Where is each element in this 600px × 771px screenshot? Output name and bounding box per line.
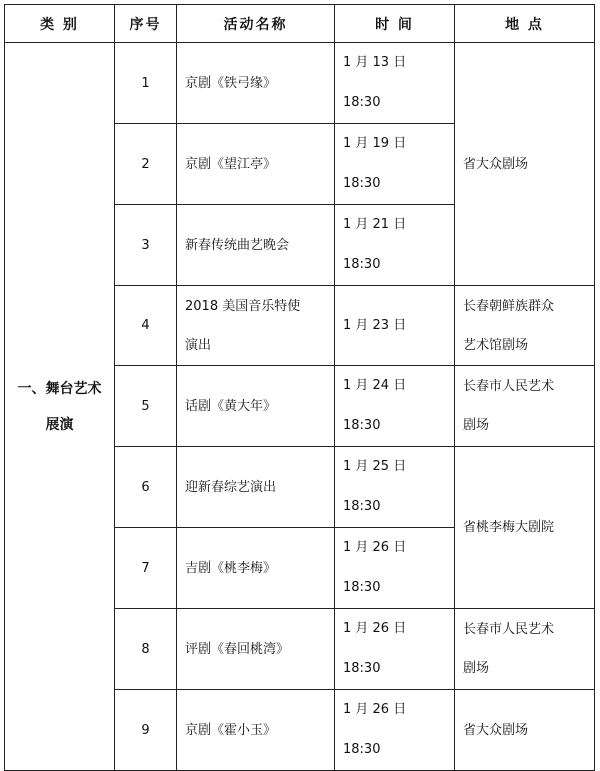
row-index: 8	[115, 609, 177, 690]
table-row	[5, 43, 595, 124]
header-index: 序号	[115, 5, 177, 43]
row-index: 1	[115, 43, 177, 124]
activity-time: 1 月 21 日 18:30	[335, 205, 455, 286]
row-index: 4	[115, 286, 177, 366]
activity-name: 吉剧《桃李梅》	[177, 528, 335, 609]
activity-time: 1 月 26 日 18:30	[335, 690, 455, 771]
header-category: 类 别	[5, 5, 115, 43]
activity-time: 1 月 23 日	[335, 286, 455, 366]
location-cell: 长春市人民艺术 剧场	[455, 366, 595, 447]
header-time: 时 间	[335, 5, 455, 43]
activity-name: 迎新春综艺演出	[177, 447, 335, 528]
row-index: 9	[115, 690, 177, 771]
location-cell: 长春市人民艺术 剧场	[455, 609, 595, 690]
header-row	[5, 5, 595, 43]
row-index: 7	[115, 528, 177, 609]
activity-time: 1 月 26 日 18:30	[335, 609, 455, 690]
location-cell: 省大众剧场	[455, 43, 595, 286]
header-location: 地 点	[455, 5, 595, 43]
row-index: 2	[115, 124, 177, 205]
category-line-1: 一、舞台艺术	[17, 380, 102, 397]
row-index: 3	[115, 205, 177, 286]
location-cell: 省大众剧场	[455, 690, 595, 771]
location-cell: 省桃李梅大剧院	[455, 447, 595, 609]
activity-name: 新春传统曲艺晚会	[177, 205, 335, 286]
activity-name: 话剧《黄大年》	[177, 366, 335, 447]
activity-name: 京剧《望江亭》	[177, 124, 335, 205]
activity-time: 1 月 24 日 18:30	[335, 366, 455, 447]
category-line-2: 展演	[45, 416, 74, 433]
row-index: 6	[115, 447, 177, 528]
activity-name: 京剧《霍小玉》	[177, 690, 335, 771]
activity-time: 1 月 19 日 18:30	[335, 124, 455, 205]
activity-time: 1 月 25 日 18:30	[335, 447, 455, 528]
schedule-table	[4, 4, 595, 771]
header-activity: 活动名称	[177, 5, 335, 43]
activity-time: 1 月 13 日 18:30	[335, 43, 455, 124]
activity-time: 1 月 26 日 18:30	[335, 528, 455, 609]
location-cell: 长春朝鲜族群众 艺术馆剧场	[455, 286, 595, 366]
row-index: 5	[115, 366, 177, 447]
activity-name: 评剧《春回桃湾》	[177, 609, 335, 690]
activity-name: 2018 美国音乐特使 演出	[177, 286, 335, 366]
activity-name: 京剧《铁弓缘》	[177, 43, 335, 124]
category-cell	[5, 43, 115, 771]
